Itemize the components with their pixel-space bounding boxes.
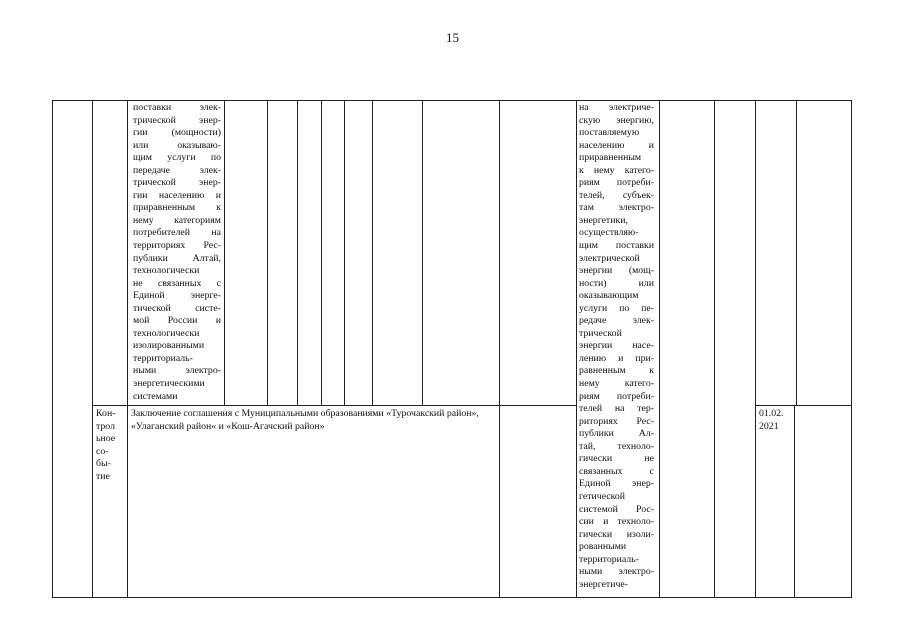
table-border-bottom [52, 597, 852, 598]
column-rule-upper [321, 100, 322, 405]
column-rule-upper [422, 100, 423, 405]
event-label-line: со- [96, 445, 109, 457]
text-line: телей на тер- [579, 403, 654, 415]
text-line: системами [133, 390, 178, 402]
table-border-left [52, 100, 53, 598]
event-label-line: тие [96, 470, 110, 482]
text-line: ными электро- [579, 566, 654, 578]
document-table [52, 100, 852, 598]
text-line: лению и при- [579, 352, 654, 364]
text-line: телей, субъек- [579, 189, 654, 201]
column-rule-upper [297, 100, 298, 405]
text-line: населению и [579, 139, 654, 151]
page-number: 15 [446, 30, 459, 45]
text-line: не связанных с [133, 277, 221, 289]
text-line: гически не [579, 453, 654, 465]
column-rule [92, 100, 93, 598]
date-line: 01.02. [759, 408, 784, 419]
event-label-line: ьное [96, 433, 116, 445]
text-line: системой Рос- [579, 503, 654, 515]
text-line: рованными [579, 541, 627, 553]
event-label-line: Кон- [96, 408, 116, 419]
text-line: поставки элек- [133, 102, 221, 113]
text-line: нему катего- [579, 378, 654, 390]
text-line: риям потреби- [579, 390, 654, 402]
text-line: электрической [579, 252, 640, 264]
event-label-line: трол [96, 420, 115, 432]
text-line: энергетическими [133, 378, 205, 390]
text-line: на электриче- [579, 102, 654, 113]
text-line: риториях Рес- [579, 415, 654, 427]
text-line: риям потреби- [579, 177, 654, 189]
text-line: гии населению и [133, 189, 221, 201]
right-description-cell [579, 102, 654, 591]
text-line: приравненным [579, 152, 642, 164]
text-line: тай, техноло- [579, 440, 654, 452]
table-border-right [851, 100, 852, 598]
control-event-description: Заключение соглашения с Муниципальными образованиями «Турочакский район», «Улаганский район« и «Кош-Агачский район» [131, 408, 479, 432]
column-rule-upper [224, 100, 225, 405]
column-rule [499, 100, 500, 598]
text-line: щим услуги по [133, 152, 221, 164]
column-rule-upper [267, 100, 268, 405]
text-line: Единой энерге- [133, 290, 221, 302]
column-rule [714, 100, 715, 598]
text-line: услуги по пе- [579, 302, 654, 314]
text-line: публики Алтай, [133, 252, 221, 264]
row-separator [755, 405, 852, 406]
text-line: ными электро- [133, 365, 221, 377]
text-line: территориях Рес- [133, 240, 221, 252]
text-line: трической энер- [133, 114, 221, 126]
text-line: энергетики, [579, 214, 628, 226]
text-line: скую энергию, [579, 114, 654, 126]
text-line: равненным к [579, 365, 654, 377]
text-line: связанных с [579, 465, 654, 477]
column-rule-upper [372, 100, 373, 405]
column-rule-lower [794, 405, 795, 598]
column-rule-upper [796, 100, 797, 405]
text-line: Единой энер- [579, 478, 654, 490]
text-line: нему категориям [133, 214, 221, 226]
event-label-line: бы- [96, 458, 111, 470]
date-line: 2021 [759, 420, 779, 432]
text-line: энергетиче- [579, 578, 628, 590]
text-line: щим поставки [579, 240, 654, 252]
text-line: ности) или [579, 277, 654, 289]
text-line: приравненным к [133, 202, 221, 214]
text-line: технологически [133, 265, 200, 277]
text-line: гетической [579, 490, 626, 502]
text-line: к нему катего- [579, 164, 654, 176]
text-line: территориаль- [579, 553, 639, 565]
row-separator [92, 405, 577, 406]
control-event-label [96, 408, 128, 483]
text-line: мой России и [133, 315, 221, 327]
text-line: трической энер- [133, 177, 221, 189]
column-rule [576, 100, 577, 598]
text-line: редаче элек- [579, 315, 654, 327]
text-line: сии и техноло- [579, 516, 654, 528]
left-description-cell [133, 102, 221, 403]
column-rule [127, 100, 128, 598]
text-line: тической систе- [133, 302, 221, 314]
text-line: там электро- [579, 202, 654, 214]
column-rule-upper [344, 100, 345, 405]
text-line: осуществляю- [579, 227, 639, 239]
text-line: энергии насе- [579, 340, 654, 352]
text-line: энергии (мощ- [579, 265, 654, 277]
text-line: технологически [133, 327, 200, 339]
column-rule [755, 100, 756, 598]
column-rule [659, 100, 660, 598]
text-line: оказывающим [579, 290, 639, 302]
text-line: передаче элек- [133, 164, 221, 176]
text-line: трической [579, 327, 622, 339]
text-line: потребителей на [133, 227, 221, 239]
text-line: изолированными [133, 340, 205, 352]
text-line: гически изоли- [579, 528, 654, 540]
table-border-top [52, 100, 852, 101]
text-line: публики Ал- [579, 428, 654, 440]
control-event-date [759, 408, 799, 433]
text-line: или оказываю- [133, 139, 221, 151]
text-line: гии (мощности) [133, 127, 221, 139]
text-line: поставляемую [579, 127, 640, 139]
text-line: территориаль- [133, 352, 193, 364]
